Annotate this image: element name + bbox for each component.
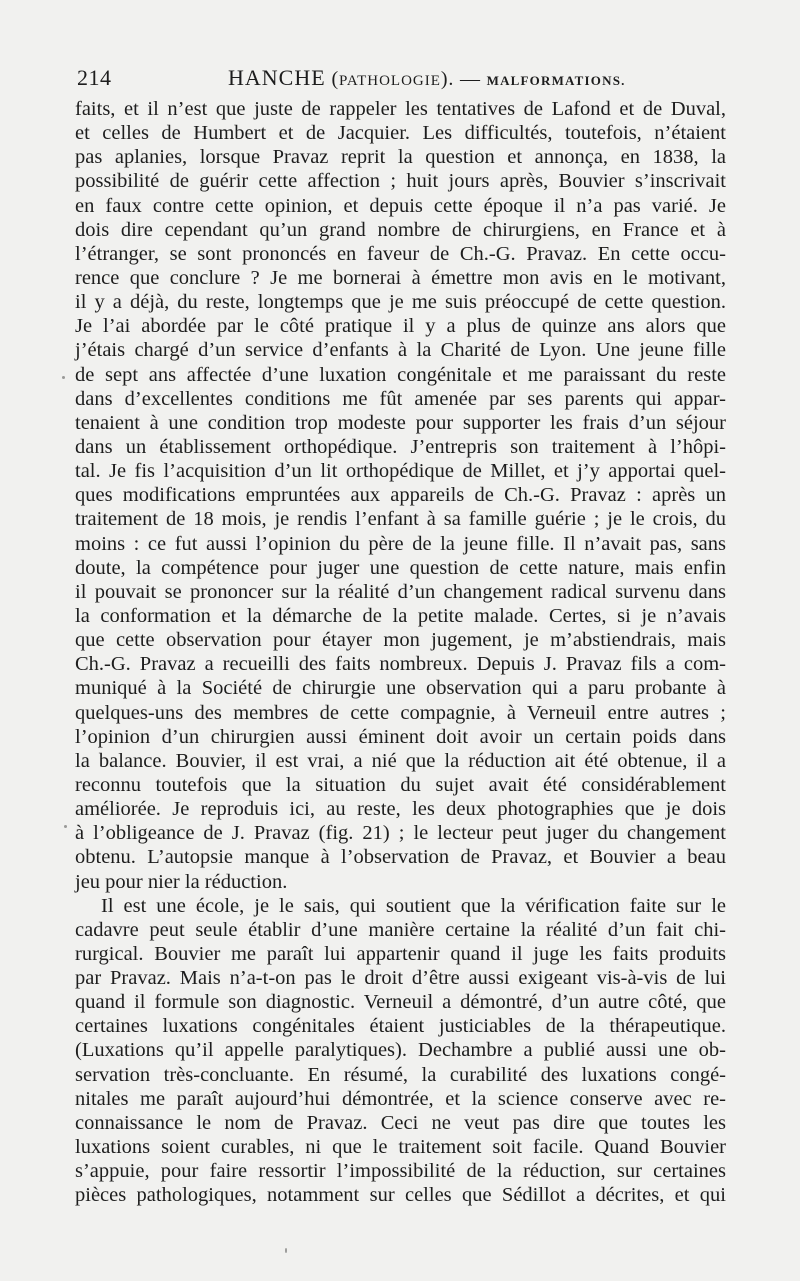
title-sub: PATHOLOGIE bbox=[338, 73, 441, 89]
title-main: HANCHE bbox=[228, 65, 326, 90]
text-line: tal. Je fis l’acquisition d’un lit orthopédique de Millet, et j’y apportai quel- bbox=[75, 460, 726, 483]
text-line: quelques-uns des membres de cette compagnie, à Verneuil entre autres ; bbox=[75, 701, 726, 724]
section-title: MALFORMATIONS. bbox=[486, 73, 626, 88]
text-line: s’appuie, pour faire ressortir l’impossibilité de la réduction, sur certaines bbox=[75, 1160, 726, 1183]
text-line: certaines luxations congénitales étaient justiciables de la thérapeutique. bbox=[75, 1015, 726, 1038]
paper-speck bbox=[285, 1248, 287, 1253]
text-line: nitales me paraît aujourd’hui démontrée, et la science conserve avec re- bbox=[75, 1087, 726, 1110]
text-line: et celles de Humbert et de Jacquier. Les difficultés, toutefois, n’étaient bbox=[75, 122, 726, 145]
text-line: (Luxations qu’il appelle paralytiques). Dechambre a publié aussi une ob- bbox=[75, 1039, 726, 1062]
text-line: rurgical. Bouvier me paraît lui appartenir quand il juge les faits produits bbox=[75, 942, 726, 965]
text-line: traitement de 18 mois, je rendis l’enfant à sa famille guérie ; je le crois, du bbox=[75, 508, 726, 531]
text-line: en faux contre cette opinion, et depuis cette époque il n’a pas varié. Je bbox=[75, 194, 726, 217]
text-line: quand il formule son diagnostic. Verneuil a démontré, d’un autre côté, que bbox=[75, 991, 726, 1014]
paper-speck bbox=[62, 376, 65, 379]
text-line: dans un établissement orthopédique. J’entrepris son traitement à l’hôpi- bbox=[75, 435, 726, 458]
body-text bbox=[75, 97, 726, 1207]
text-line: la conformation et la démarche de la petite malade. Certes, si je n’avais bbox=[75, 604, 726, 627]
text-line: possibilité de guérir cette affection ; huit jours après, Bouvier s’inscrivait bbox=[75, 170, 726, 193]
paragraph-end-line: jeu pour nier la réduction. bbox=[75, 870, 288, 893]
text-line: améliorée. Je reproduis ici, au reste, les deux photographies que je dois bbox=[75, 798, 726, 821]
text-line: rence que conclure ? Je me bornerai à émettre mon avis en le motivant, bbox=[75, 266, 726, 289]
text-line: dans d’excellentes conditions me fût amenée par ses parents qui appar- bbox=[75, 387, 726, 410]
text-line: reconnu toutefois que la situation du sujet avait été considérablement bbox=[75, 773, 726, 796]
text-line: pas aplanies, lorsque Pravaz reprit la question et annonça, en 1838, la bbox=[75, 146, 726, 169]
text-line: Je l’ai abordée par le côté pratique il y a plus de quinze ans alors que bbox=[75, 315, 726, 338]
text-line: Ch.-G. Pravaz a recueilli des faits nombreux. Depuis J. Pravaz fils a com- bbox=[75, 653, 726, 676]
running-title bbox=[228, 63, 626, 96]
text-line: l’opinion d’un chirurgien aussi éminent doit avoir un certain poids dans bbox=[75, 725, 726, 748]
text-line: muniqué à la Société de chirurgie une observation qui a paru probante à bbox=[75, 677, 726, 700]
text-line: que cette observation pour étayer mon jugement, je m’abstiendrais, mais bbox=[75, 629, 726, 652]
text-line: à l’obligeance de J. Pravaz (fig. 21) ; le lecteur peut juger du changement bbox=[75, 822, 726, 845]
text-line: de sept ans affectée d’une luxation congénitale et me paraissant du reste bbox=[75, 363, 726, 386]
paper-speck bbox=[64, 825, 67, 828]
text-line: obtenu. L’autopsie manque à l’observation de Pravaz, et Bouvier a beau bbox=[75, 846, 726, 869]
text-line: servation très-concluante. En résumé, la curabilité des luxations congé- bbox=[75, 1063, 726, 1086]
text-line: connaissance le nom de Pravaz. Ceci ne veut pas dire que toutes les bbox=[75, 1111, 726, 1134]
text-line: tenaient à une condition trop modeste pour supporter les frais d’un séjour bbox=[75, 411, 726, 434]
text-line: faits, et il n’est que juste de rappeler les tentatives de Lafond et de Duval, bbox=[75, 98, 726, 120]
text-line: il pouvait se prononcer sur la réalité d’un changement radical survenu dans bbox=[75, 580, 726, 603]
text-line: dois dire cependant qu’un grand nombre de chirurgiens, en France et à bbox=[75, 218, 726, 241]
title-dash: — bbox=[459, 68, 481, 90]
text-line: luxations soient curables, ni que le traitement soit facile. Quand Bouvier bbox=[75, 1136, 726, 1159]
text-line: ques modifications empruntées aux appareils de Ch.-G. Pravaz : après un bbox=[75, 484, 726, 507]
text-line: j’étais chargé d’un service d’enfants à la Charité de Lyon. Une jeune fille bbox=[75, 339, 726, 362]
text-line: moins : ce fut aussi l’opinion du père de la jeune fille. Il n’avait pas, sans bbox=[75, 532, 726, 555]
text-line: la balance. Bouvier, il est vrai, a nié que la réduction ait été obtenue, il a bbox=[75, 749, 726, 772]
text-line: par Pravaz. Mais n’a-t-on pas le droit d’être aussi exigeant vis-à-vis de lui bbox=[75, 967, 726, 990]
running-head bbox=[0, 63, 800, 93]
page-number: 214 bbox=[77, 65, 112, 90]
title-open-paren: ( bbox=[331, 68, 339, 90]
text-line: cadavre peut seule établir d’une manière certaine la réalité d’un fait chi- bbox=[75, 918, 726, 941]
text-line: doute, la compétence pour juger une question de cette nature, mais enfin bbox=[75, 556, 726, 579]
text-line: l’étranger, se sont prononcés en faveur de Ch.-G. Pravaz. En cette occu- bbox=[75, 242, 726, 265]
text-line: pièces pathologiques, notamment sur celles que Sédillot a décrites, et qui bbox=[75, 1184, 726, 1207]
text-line: il y a déjà, du reste, longtemps que je me suis préoccupé de cette question. bbox=[75, 291, 726, 314]
paragraph-start-line: Il est une école, je le sais, qui soutient que la vérification faite sur le bbox=[101, 894, 726, 917]
title-close-paren: ). bbox=[440, 68, 455, 90]
